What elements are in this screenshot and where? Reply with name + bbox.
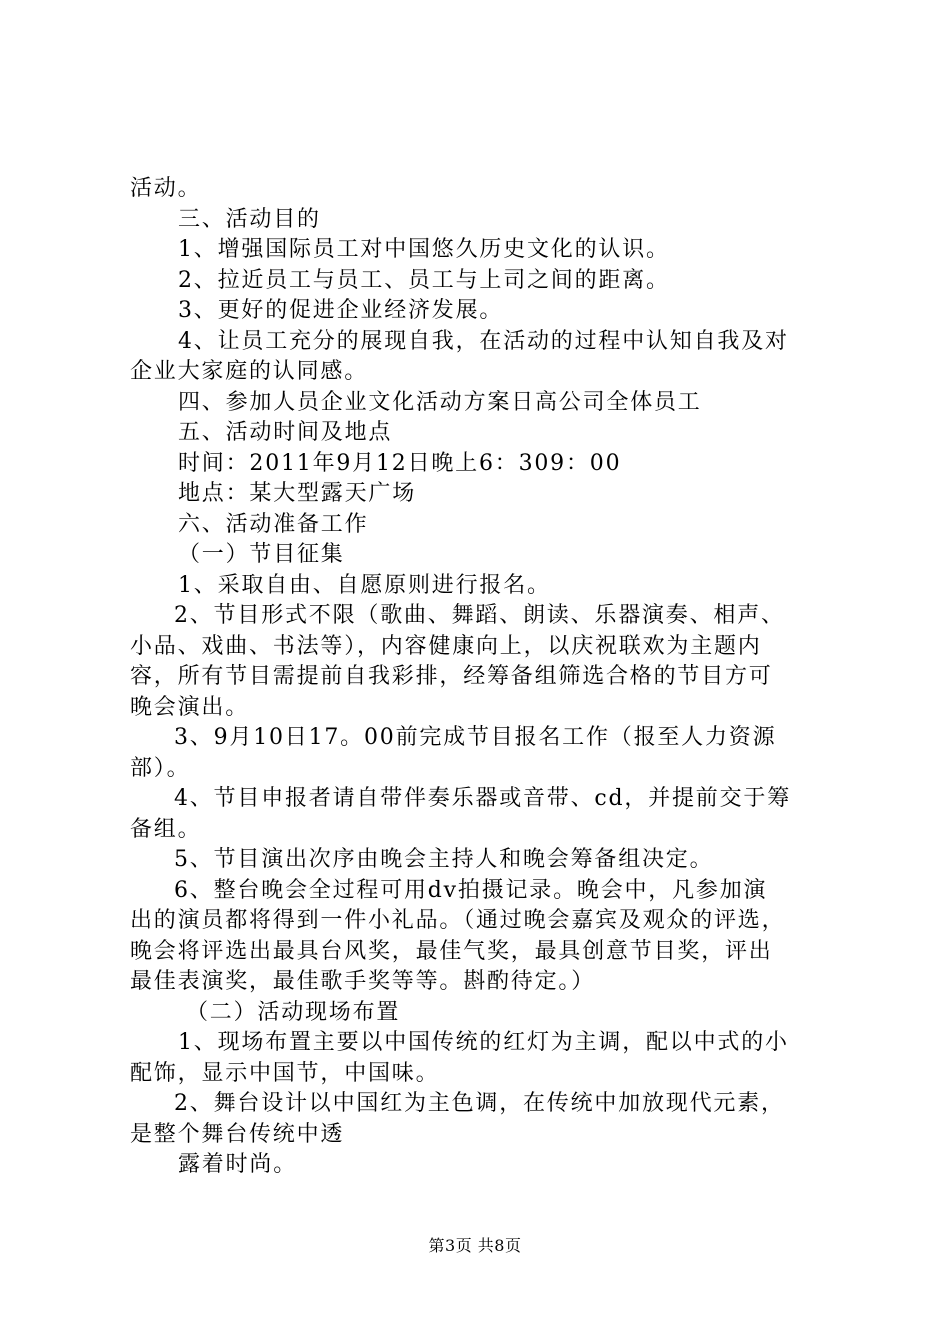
paragraph-line: 晚会将评选出最具台风奖，最佳气奖，最具创意节目奖，评出 [130, 938, 773, 964]
section-heading: 六、活动准备工作 [178, 511, 369, 537]
section-heading: 三、活动目的 [178, 206, 321, 232]
paragraph-line: 时间：2011年9月12日晚上6：309：00 [178, 450, 622, 476]
paragraph-line: 2、拉近员工与员工、员工与上司之间的距离。 [178, 267, 670, 293]
paragraph-line: 最佳表演奖，最佳歌手奖等等。斟酌待定。） [130, 969, 596, 994]
paragraph-line: 3、更好的促进企业经济发展。 [178, 298, 504, 323]
paragraph-line: 是整个舞台传统中透 [130, 1121, 345, 1147]
paragraph-line: 出的演员都将得到一件小礼品。（通过晚会嘉宾及观众的评选， [130, 908, 786, 933]
document-body [130, 174, 840, 1181]
section-heading: 四、参加人员企业文化活动方案日高公司全体员工 [178, 389, 702, 415]
paragraph-line: 1、现场布置主要以中国传统的红灯为主调，配以中式的小 [178, 1030, 789, 1055]
paragraph-line: 4、让员工充分的展现自我，在活动的过程中认知自我及对 [178, 328, 789, 354]
paragraph-line: 2、节目形式不限（歌曲、舞蹈、朗读、乐器演奏、相声、 [174, 603, 785, 628]
paragraph-line: 3、9月10日17。00前完成节目报名工作（报至人力资源 [174, 725, 777, 750]
paragraph-line: 晚会演出。 [130, 694, 250, 720]
section-heading: 五、活动时间及地点 [178, 420, 393, 445]
paragraph-line: 配饰，显示中国节，中国味。 [130, 1060, 440, 1086]
paragraph-line: 1、采取自由、自愿原则进行报名。 [178, 572, 551, 598]
paragraph-line: 露着时尚。 [178, 1152, 298, 1177]
paragraph-line: 4、节目申报者请自带伴奏乐器或音带、cd，并提前交于筹 [174, 786, 792, 811]
paragraph-line: 2、舞台设计以中国红为主色调，在传统中加放现代元素， [174, 1091, 785, 1116]
paragraph-line: 小品、戏曲、书法等），内容健康向上，以庆祝联欢为主题内 [130, 633, 762, 659]
paragraph-line: 地点：某大型露天广场 [178, 481, 417, 506]
paragraph-line: 1、增强国际员工对中国悠久历史文化的认识。 [178, 237, 670, 262]
subsection-heading: （二）活动现场布置 [186, 999, 401, 1025]
paragraph-line: 6、整台晚会全过程可用dv拍摄记录。晚会中，凡参加演 [174, 877, 768, 903]
paragraph-line: 企业大家庭的认同感。 [130, 359, 369, 384]
paragraph-line: 活动。 [130, 176, 202, 201]
page-number-footer: 第3页 共8页 [428, 1236, 522, 1255]
paragraph-line: 部）。 [130, 755, 191, 781]
subsection-heading: （一）节目征集 [178, 542, 345, 567]
paragraph-line: 备组。 [130, 816, 202, 842]
paragraph-line: 5、节目演出次序由晚会主持人和晚会筹备组决定。 [174, 847, 714, 872]
paragraph-line: 容，所有节目需提前自我彩排，经筹备组筛选合格的节目方可 [130, 664, 773, 689]
